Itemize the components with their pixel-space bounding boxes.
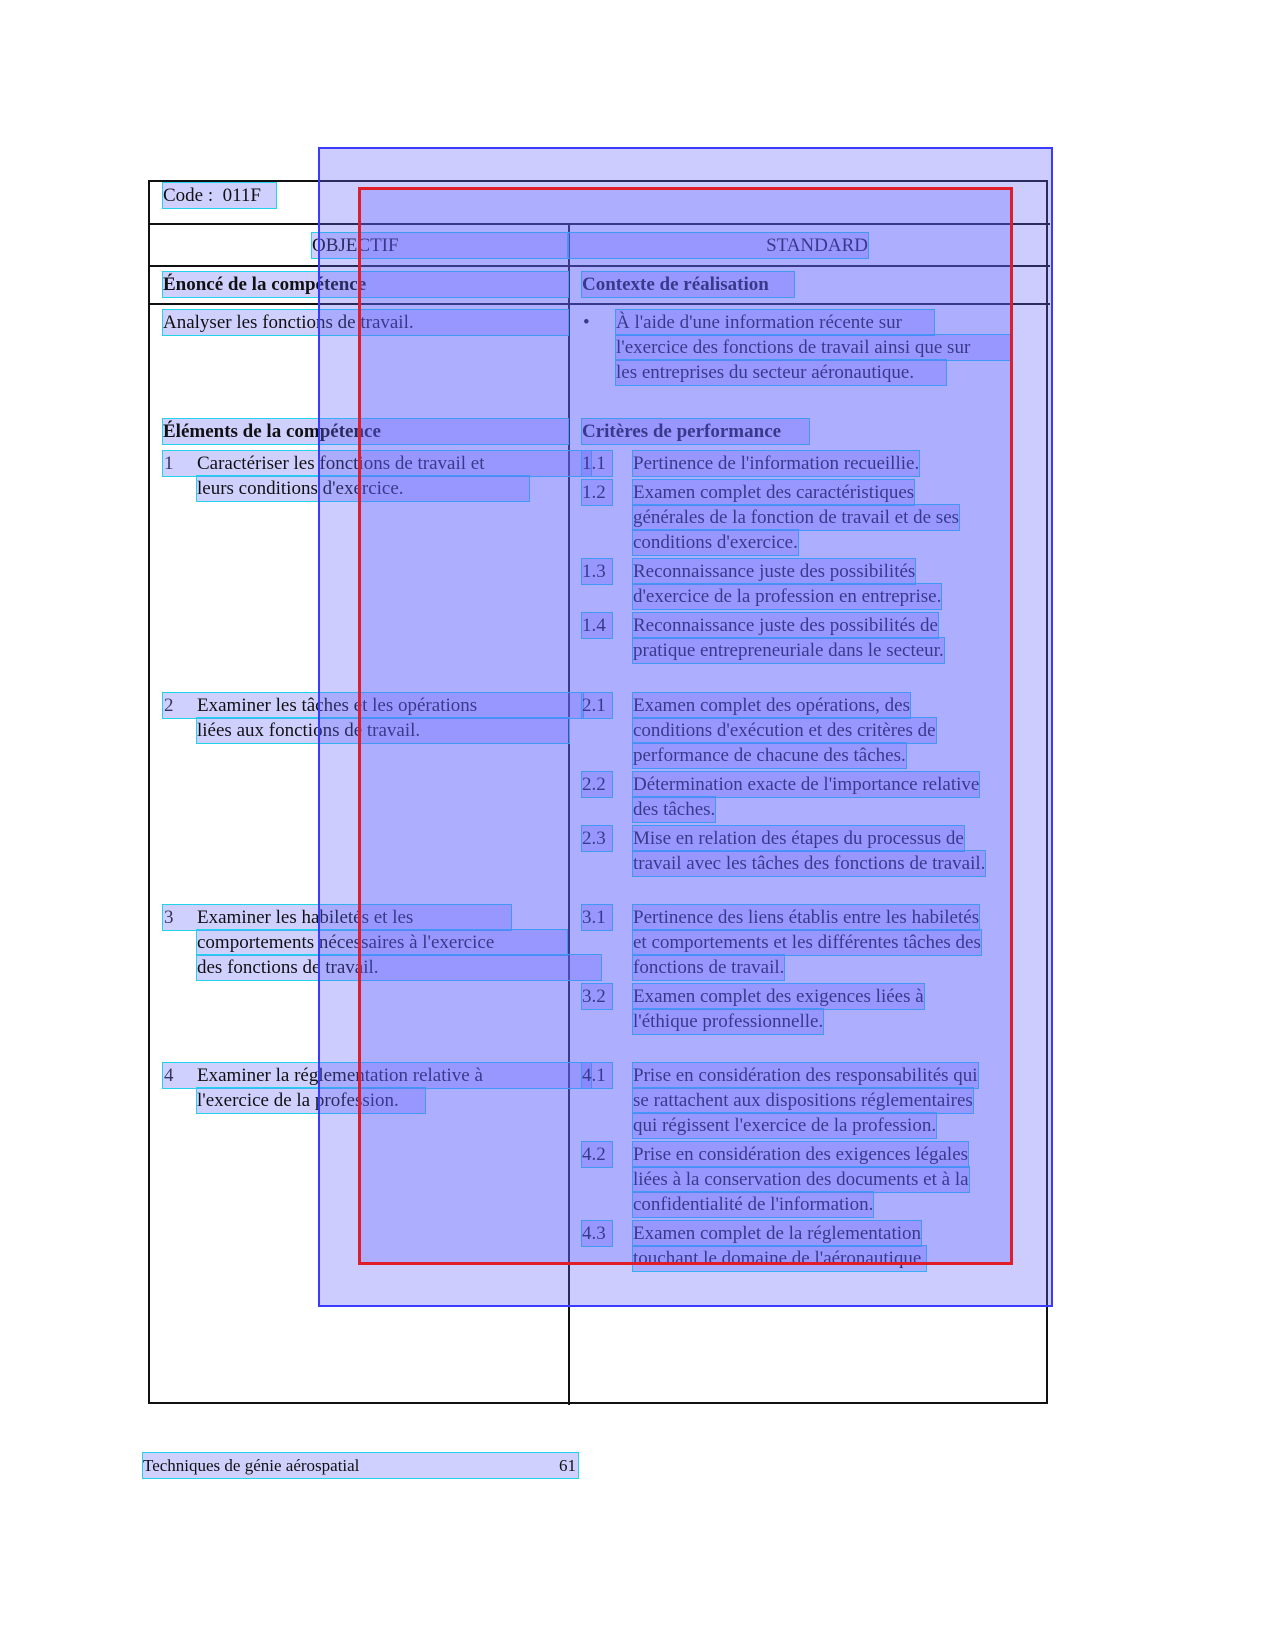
critere-number: 1.3 [582,559,612,584]
critere-number: 2.3 [582,826,612,851]
elements-title: Éléments de la compétence [163,419,568,444]
critere-number: 4.3 [582,1221,612,1246]
critere-line: Détermination exacte de l'importance relative [633,774,980,795]
contexte-line: l'exercice des fonctions de travail ainsi que sur [616,335,1012,360]
critere-line: l'éthique professionnelle. [633,1011,824,1032]
selection-box [358,187,1013,1265]
critere-line: conditions d'exercice. [633,532,798,553]
code-label: Code : [163,185,214,206]
critere-number: 4.2 [582,1142,612,1167]
critere-number: 2.2 [582,772,612,797]
critere-line: d'exercice de la profession en entreprise. [633,586,942,607]
critere-line: Examen complet de la réglementation [633,1223,922,1244]
footer [143,1453,578,1478]
critere-line: se rattachent aux dispositions réglementaires [633,1090,973,1111]
element-line: leurs conditions d'exercice. [197,476,529,501]
critere-line: fonctions de travail. [633,957,785,978]
element-number: 3 [164,907,174,928]
contexte-bullet: • [583,312,590,333]
element-line: Examiner la réglementation relative à [163,1063,591,1088]
element-line: liées aux fonctions de travail. [197,718,569,743]
critere-line: conditions d'exécution et des critères de [633,720,936,741]
code-field [163,183,276,208]
element-line: comportements nécessaires à l'exercice [197,930,567,955]
critere-line: Reconnaissance juste des possibilités [633,561,916,582]
critere-line: Prise en considération des responsabilités qui [633,1065,978,1086]
element-number: 2 [164,695,174,716]
contexte-line: À l'aide d'une information récente sur [616,310,934,335]
critere-line: touchant le domaine de l'aéronautique. [633,1248,927,1269]
critere-line: Mise en relation des étapes du processus de [633,828,964,849]
critere-number: 3.2 [582,984,612,1009]
critere-line: Reconnaissance juste des possibilités de [633,615,938,636]
footer-page-number: 61 [559,1456,576,1475]
contexte-title: Contexte de réalisation [582,272,794,297]
enonce-title: Énoncé de la compétence [163,272,568,297]
critere-line: Examen complet des exigences liées à [633,986,924,1007]
header-objectif: OBJECTIF [312,233,568,258]
element-number: 1 [164,453,174,474]
critere-line: Pertinence de l'information recueillie. [633,453,920,474]
critere-line: Examen complet des opérations, des [633,695,911,716]
element-line: Examiner les tâches et les opérations [163,693,583,718]
critere-line: générales de la fonction de travail et de ses [633,507,960,528]
critere-number: 4.1 [582,1063,612,1088]
contexte-line: les entreprises du secteur aéronautique. [616,360,946,385]
critere-number: 2.1 [582,693,612,718]
critere-line: Prise en considération des exigences légales [633,1144,969,1165]
criteres-title: Critères de performance [582,419,809,444]
footer-title: Techniques de génie aérospatial [143,1456,360,1475]
critere-line: performance de chacune des tâches. [633,745,906,766]
element-line: Caractériser les fonctions de travail et [163,451,591,476]
element-number: 4 [164,1065,174,1086]
critere-line: liées à la conservation des documents et à la [633,1169,969,1190]
critere-line: Examen complet des caractéristiques [633,482,915,503]
critere-line: et comportements et les différentes tâches des [633,932,981,953]
code-value: 011F [222,185,262,206]
critere-number: 1.4 [582,613,612,638]
element-line: des fonctions de travail. [197,955,601,980]
element-line: Examiner les habiletés et les [163,905,511,930]
critere-line: qui régissent l'exercice de la profession. [633,1115,937,1136]
enonce-text: Analyser les fonctions de travail. [163,310,568,335]
critere-line: des tâches. [633,799,716,820]
critere-number: 1.2 [582,480,612,505]
critere-line: travail avec les tâches des fonctions de travail. [633,853,986,874]
critere-line: Pertinence des liens établis entre les habiletés [633,907,980,928]
critere-line: confidentialité de l'information. [633,1194,874,1215]
element-line: l'exercice de la profession. [197,1088,425,1113]
critere-number: 3.1 [582,905,612,930]
critere-line: pratique entrepreneuriale dans le secteur. [633,640,944,661]
critere-number: 1.1 [582,451,612,476]
header-standard: STANDARD [568,233,868,258]
